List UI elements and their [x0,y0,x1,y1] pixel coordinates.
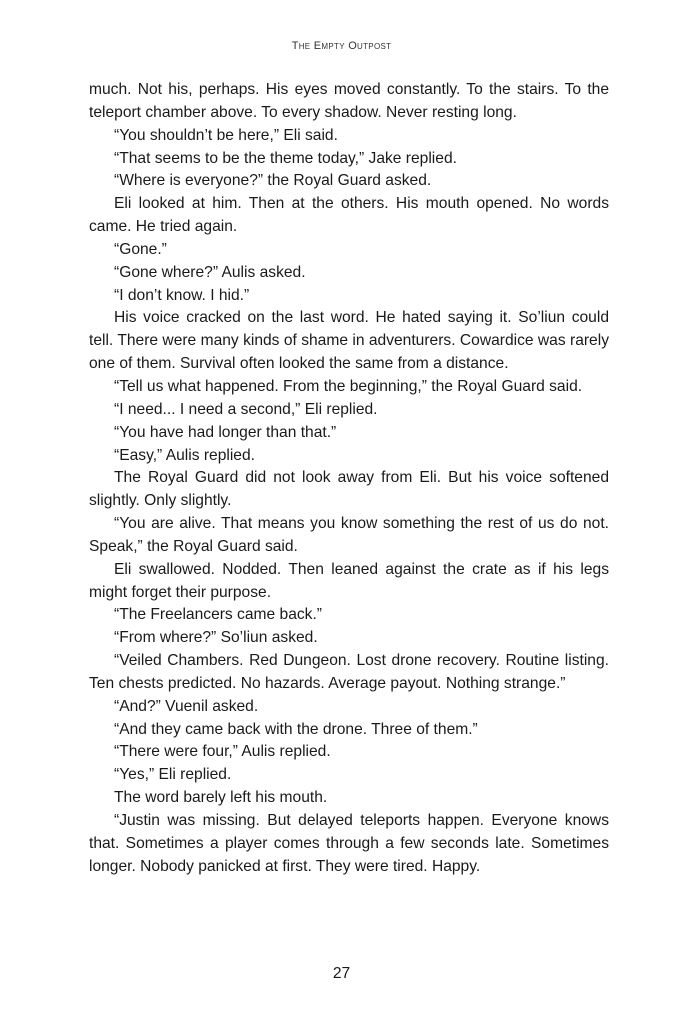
body-text [89,79,609,879]
paragraph: “I need... I need a second,” Eli replied. [114,400,378,418]
paragraph: “The Freelancers came back.” [114,606,322,624]
page-number: 27 [332,965,351,982]
paragraph: “Easy,” Aulis replied. [114,446,255,464]
paragraph: The Royal Guard did not look away from Eli. But his voice softened slightly. Only slightly. [89,469,609,510]
paragraph: “That seems to be the theme today,” Jake replied. [114,149,457,167]
paragraph: “You have had longer than that.” [114,423,337,441]
paragraph: “I don’t know. I hid.” [114,286,250,304]
paragraph: The word barely left his mouth. [114,789,328,807]
paragraph: “Gone where?” Aulis asked. [114,263,306,281]
paragraph: “And?” Vuenil asked. [114,697,259,715]
running-header: The Empty Outpost [291,40,392,52]
paragraph: Eli looked at him. Then at the others. His mouth opened. No words came. He tried again. [89,195,609,236]
paragraph: “Yes,” Eli replied. [114,766,232,784]
paragraph: much. Not his, perhaps. His eyes moved constantly. To the stairs. To the teleport chamber above. To every shadow. Never resting long. [89,81,609,121]
paragraph: “You shouldn’t be here,” Eli said. [114,126,338,144]
paragraph: His voice cracked on the last word. He hated saying it. So’liun could tell. There were many kinds of shame in adventurers. Cowardice was rarely one of them. Survival often looked the same from a distance. [89,309,609,373]
paragraph: “And they came back with the drone. Three of them.” [114,720,478,738]
paragraph: “Gone.” [114,240,167,258]
paragraph: “Where is everyone?” the Royal Guard asked. [114,172,432,190]
paragraph: “Justin was missing. But delayed teleports happen. Everyone knows that. Sometimes a player comes through a few seconds late. Sometimes longer. Nobody panicked at first. They were tired. Happy. [89,812,609,875]
paragraph: “From where?” So’liun asked. [114,629,318,647]
paragraph: Eli swallowed. Nodded. Then leaned against the crate as if his legs might forget their purpose. [89,560,609,601]
paragraph: “Veiled Chambers. Red Dungeon. Lost drone recovery. Routine listing. Ten chests predicted. No hazards. Average payout. Nothing strange.” [89,652,609,692]
paragraph: “There were four,” Aulis replied. [114,743,331,761]
paragraph: “You are alive. That means you know something the rest of us do not. Speak,” the Royal Guard said. [89,515,609,555]
paragraph: “Tell us what happened. From the beginning,” the Royal Guard said. [114,377,583,395]
